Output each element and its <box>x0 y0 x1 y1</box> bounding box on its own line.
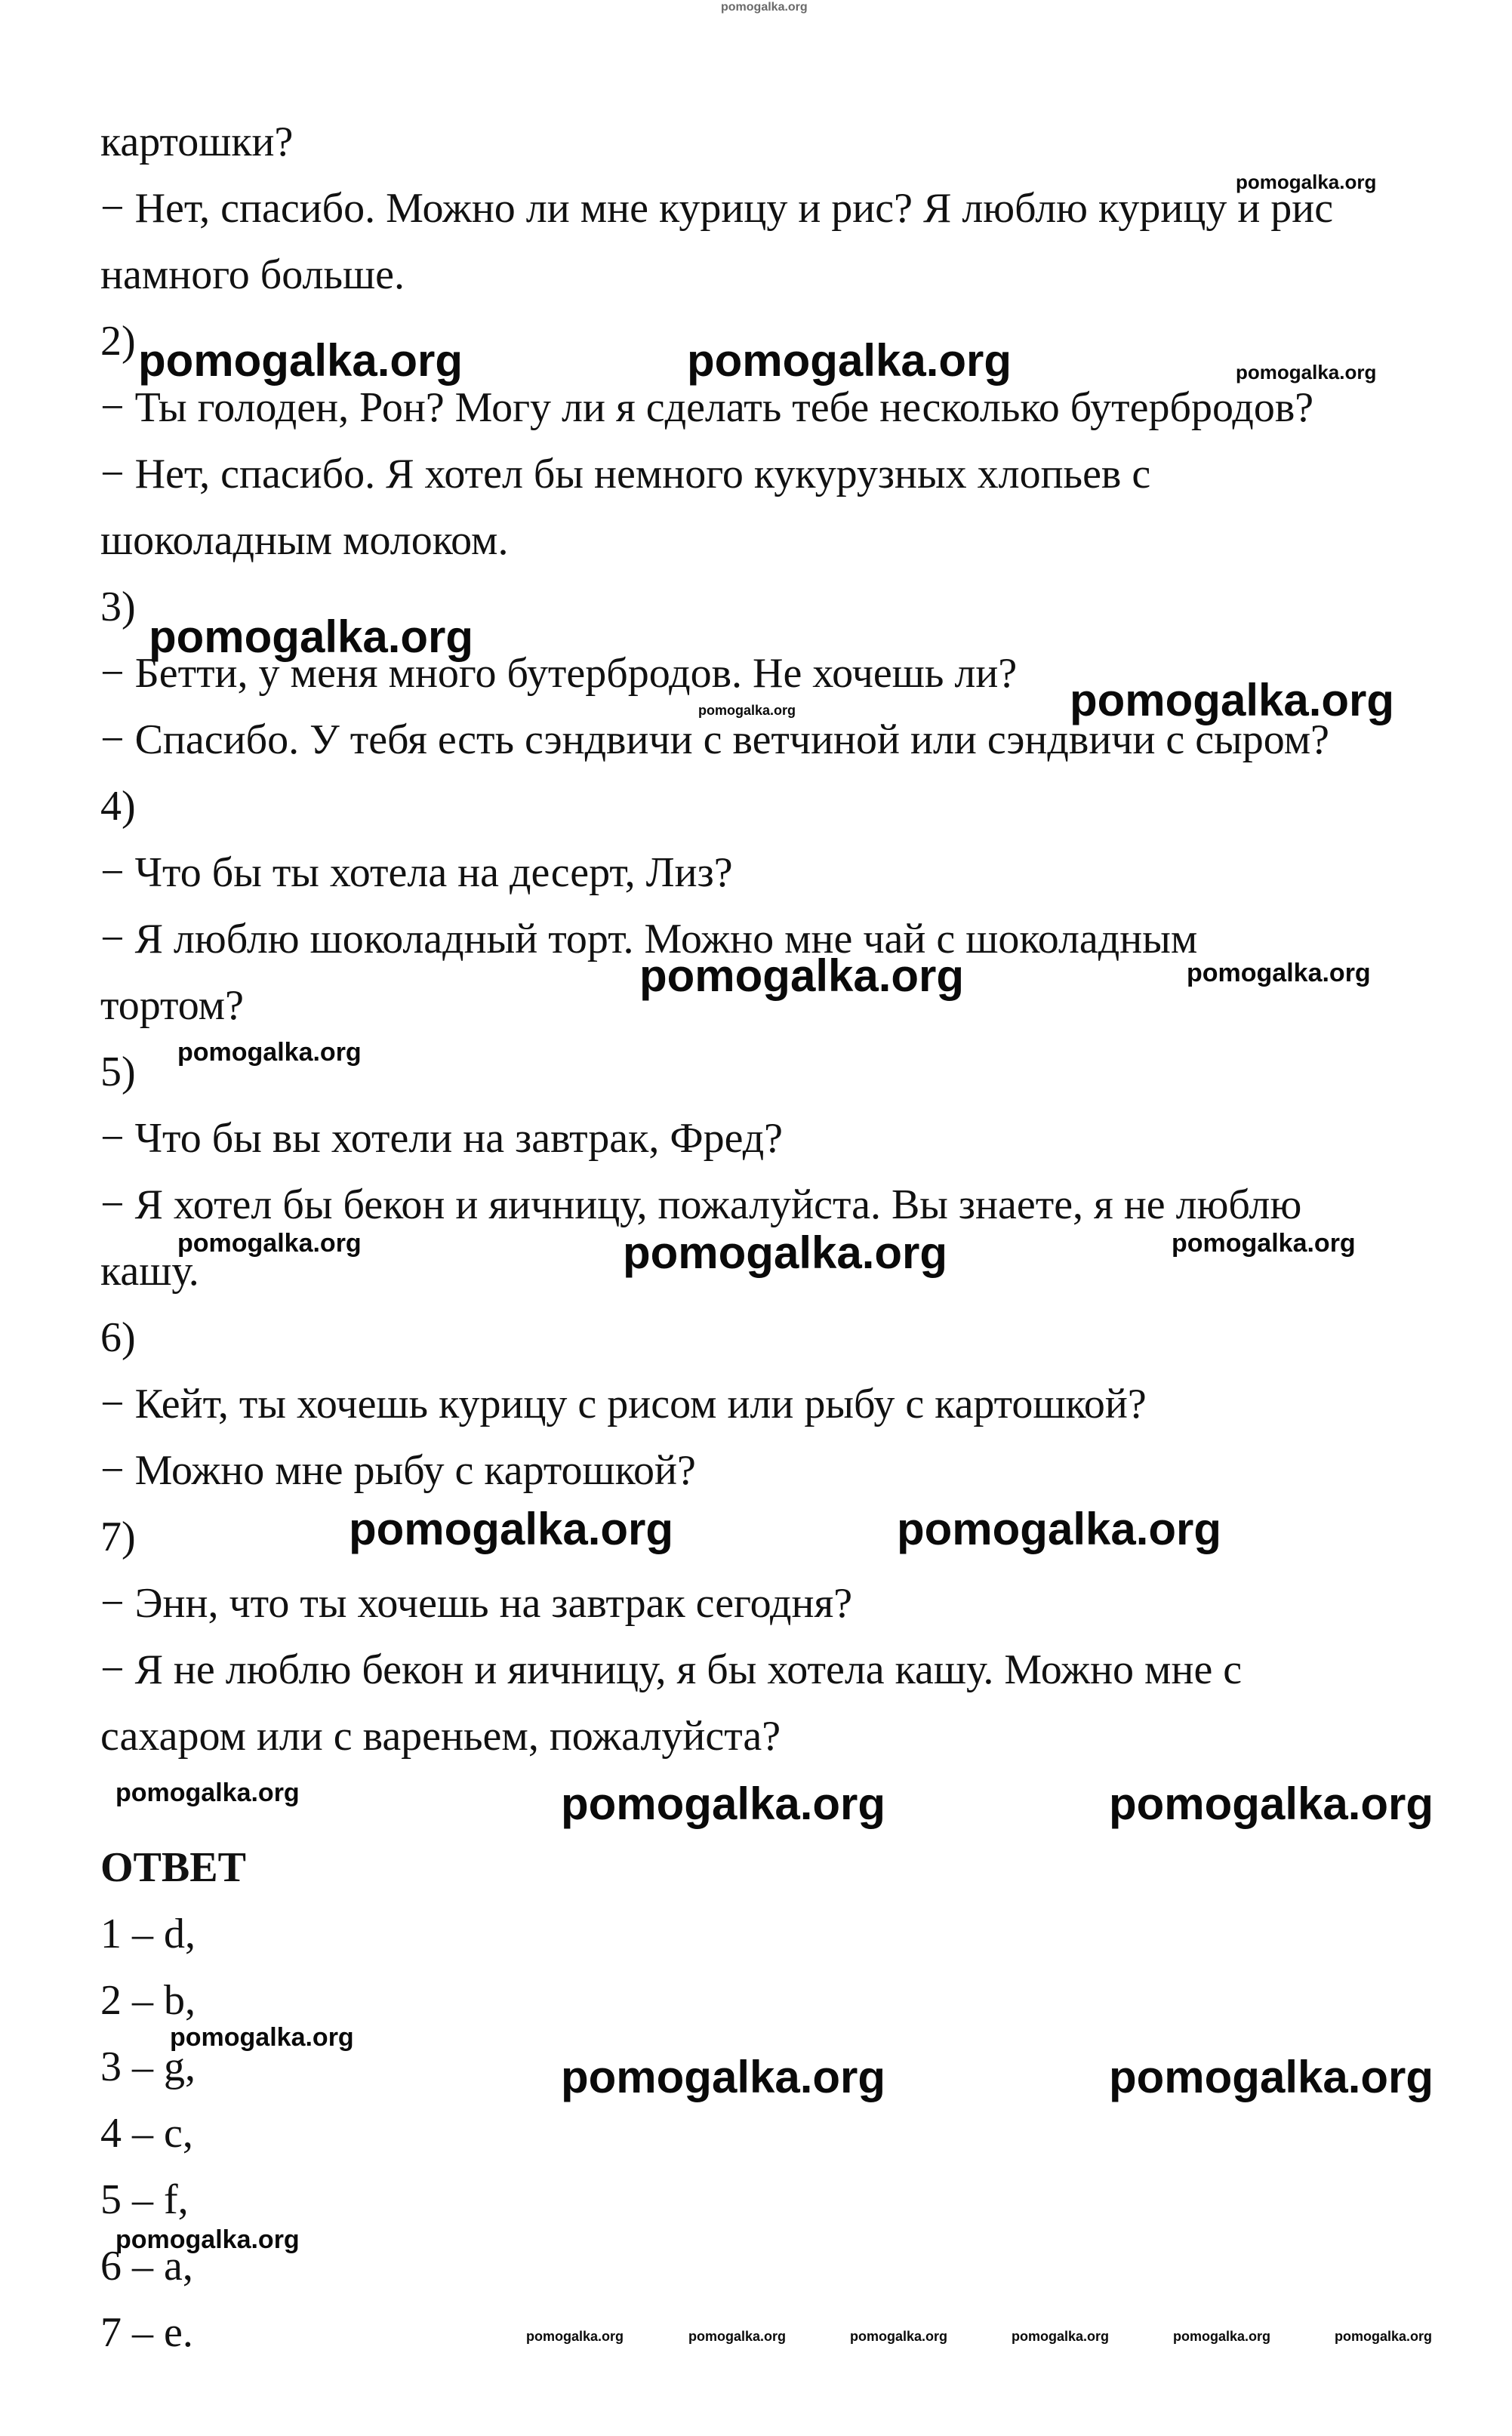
text-line: − Можно мне рыбу с картошкой? <box>100 1447 696 1494</box>
text-line: тортом? <box>100 982 244 1029</box>
answer-item: 2 – b, <box>100 1977 196 2024</box>
text-line: намного больше. <box>100 251 405 298</box>
watermark: pomogalka.org <box>1012 2329 1110 2344</box>
watermark: pomogalka.org <box>1172 1229 1356 1258</box>
text-line: − Что бы ты хотела на десерт, Лиз? <box>100 849 733 896</box>
text-line: − Энн, что ты хочешь на завтрак сегодня? <box>100 1580 853 1627</box>
text-line: шоколадным молоком. <box>100 517 509 564</box>
watermark: pomogalka.org <box>349 1504 674 1554</box>
watermark: pomogalka.org <box>1335 2329 1433 2344</box>
text-line: − Нет, спасибо. Можно ли мне курицу и рис? Я люблю курицу и рис <box>100 185 1334 232</box>
item-number: 5) <box>100 1049 136 1095</box>
answer-item: 4 – c, <box>100 2110 193 2157</box>
text-line: − Я хотел бы бекон и яичницу, пожалуйста. Вы знаете, я не люблю <box>100 1181 1302 1228</box>
watermark: pomogalka.org <box>561 2052 886 2102</box>
watermark: pomogalka.org <box>1236 361 1377 383</box>
text-line: − Ты голоден, Рон? Могу ли я сделать тебе несколько бутербродов? <box>100 384 1314 431</box>
watermark: pomogalka.org <box>1109 1778 1434 1829</box>
watermark: pomogalka.org <box>1173 2329 1271 2344</box>
answer-heading: ОТВЕТ <box>100 1844 246 1891</box>
item-number: 3) <box>100 584 136 630</box>
item-number: 7) <box>100 1514 136 1560</box>
watermark: pomogalka.org <box>1070 675 1395 725</box>
text-line: кашу. <box>100 1248 199 1295</box>
watermark: pomogalka.org <box>1109 2052 1434 2102</box>
watermark: pomogalka.org <box>897 1504 1222 1554</box>
watermark: pomogalka.org <box>850 2329 948 2344</box>
watermark: pomogalka.org <box>149 611 474 662</box>
watermark: pomogalka.org <box>1236 171 1377 193</box>
text-line: сахаром или с вареньем, пожалуйста? <box>100 1713 781 1760</box>
answer-item: 3 – g, <box>100 2043 196 2090</box>
watermark: pomogalka.org <box>721 1 808 14</box>
watermark: pomogalka.org <box>639 950 965 1001</box>
watermark: pomogalka.org <box>526 2329 624 2344</box>
item-number: 4) <box>100 783 136 830</box>
watermark: pomogalka.org <box>561 1778 886 1829</box>
watermark: pomogalka.org <box>138 335 463 386</box>
text-line: − Я люблю шоколадный торт. Можно мне чай с шоколадным <box>100 916 1198 962</box>
text-line: − Что бы вы хотели на завтрак, Фред? <box>100 1115 784 1162</box>
watermark: pomogalka.org <box>115 1778 300 1807</box>
text-line: картошки? <box>100 119 294 165</box>
watermark: pomogalka.org <box>177 1229 362 1258</box>
watermark: pomogalka.org <box>177 1038 362 1067</box>
watermark: pomogalka.org <box>698 703 796 718</box>
text-line: − Нет, спасибо. Я хотел бы немного кукурузных хлопьев с <box>100 451 1151 497</box>
watermark: pomogalka.org <box>623 1227 948 1278</box>
watermark: pomogalka.org <box>688 2329 787 2344</box>
text-line: − Я не люблю бекон и яичницу, я бы хотела кашу. Можно мне с <box>100 1646 1243 1693</box>
item-number: 2) <box>100 318 136 365</box>
item-number: 6) <box>100 1314 136 1361</box>
watermark: pomogalka.org <box>1187 959 1371 987</box>
watermark: pomogalka.org <box>115 2225 300 2254</box>
answer-item: 5 – f, <box>100 2176 189 2223</box>
answer-item: 7 – e. <box>100 2309 193 2356</box>
watermark: pomogalka.org <box>687 335 1012 386</box>
text-line: − Бетти, у меня много бутербродов. Не хочешь ли? <box>100 650 1018 697</box>
answer-item: 1 – d, <box>100 1911 196 1957</box>
watermark: pomogalka.org <box>170 2023 354 2052</box>
text-line: − Спасибо. У тебя есть сэндвичи с ветчиной или сэндвичи с сыром? <box>100 716 1329 763</box>
answer-item: 6 – a, <box>100 2243 193 2290</box>
text-line: − Кейт, ты хочешь курицу с рисом или рыбу с картошкой? <box>100 1381 1147 1427</box>
